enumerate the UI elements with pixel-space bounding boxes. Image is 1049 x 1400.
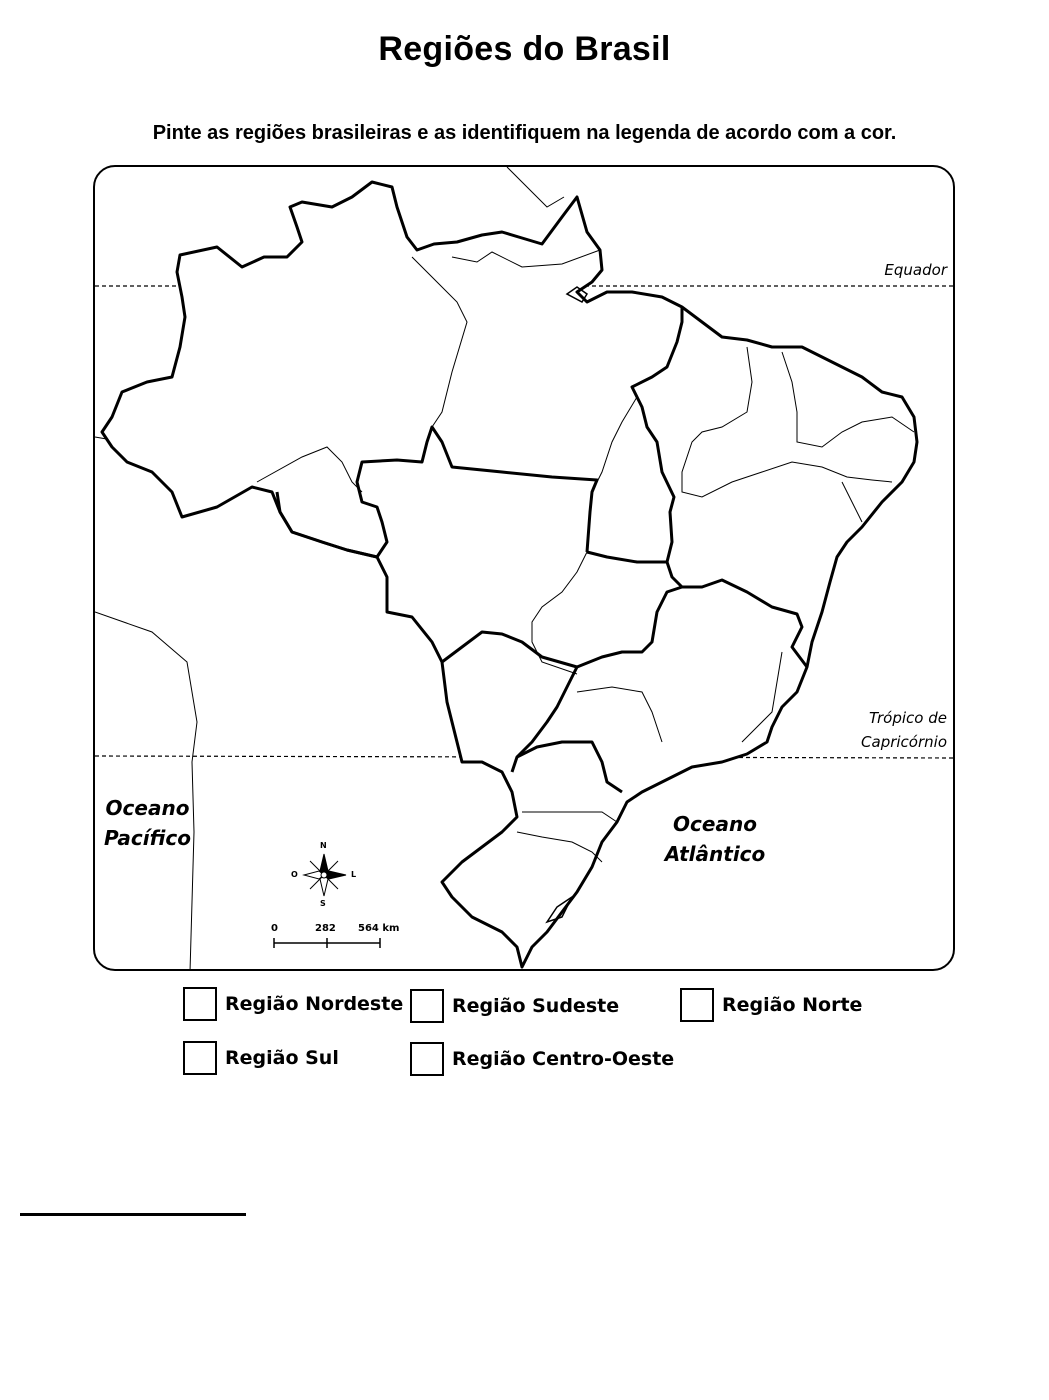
pacific-label-line1: Oceano [105,796,190,820]
atlantic-label-line2: Atlântico [664,842,766,866]
compass-south: S [320,899,326,908]
tropic-label-line1: Trópico de [869,709,947,727]
legend-box-sudeste[interactable] [410,989,444,1023]
brazil-outline [102,182,917,967]
brazil-map [93,165,955,971]
tropic-label-line2: Capricórnio [861,733,947,751]
legend-box-sul[interactable] [183,1041,217,1075]
scale-bar [274,938,380,948]
legend-centro-oeste [410,1042,674,1076]
legend-label-nordeste: Região Nordeste [225,993,404,1015]
legend-norte [680,988,862,1022]
legend-sul [183,1041,339,1075]
atlantic-label-line1: Oceano [673,812,757,836]
compass-west: O [291,870,298,879]
scale-zero: 0 [271,923,278,934]
legend-label-centro-oeste: Região Centro-Oeste [452,1048,675,1070]
footer-rule [20,1213,246,1216]
scale-mid: 282 [315,923,336,934]
pacific-label-line2: Pacífico [104,826,191,850]
legend-label-sudeste: Região Sudeste [452,995,620,1017]
legend-box-centro-oeste[interactable] [410,1042,444,1076]
compass-east: L [351,870,357,879]
instruction-text: Pinte as regiões brasileiras e as identifiquem na legenda de acordo com a cor. [152,122,897,144]
scale-end: 564 km [358,923,400,934]
compass-rose [304,854,346,896]
equator-label: Equador [884,261,947,279]
legend-box-nordeste[interactable] [183,987,217,1021]
legend-label-norte: Região Norte [722,994,863,1016]
page-title: Regiões do Brasil [378,30,671,68]
compass-north: N [320,841,327,850]
legend-label-sul: Região Sul [225,1047,339,1069]
legend-sudeste [410,989,619,1023]
legend-box-norte[interactable] [680,988,714,1022]
legend-nordeste [183,987,403,1021]
map-drawing [95,167,955,971]
